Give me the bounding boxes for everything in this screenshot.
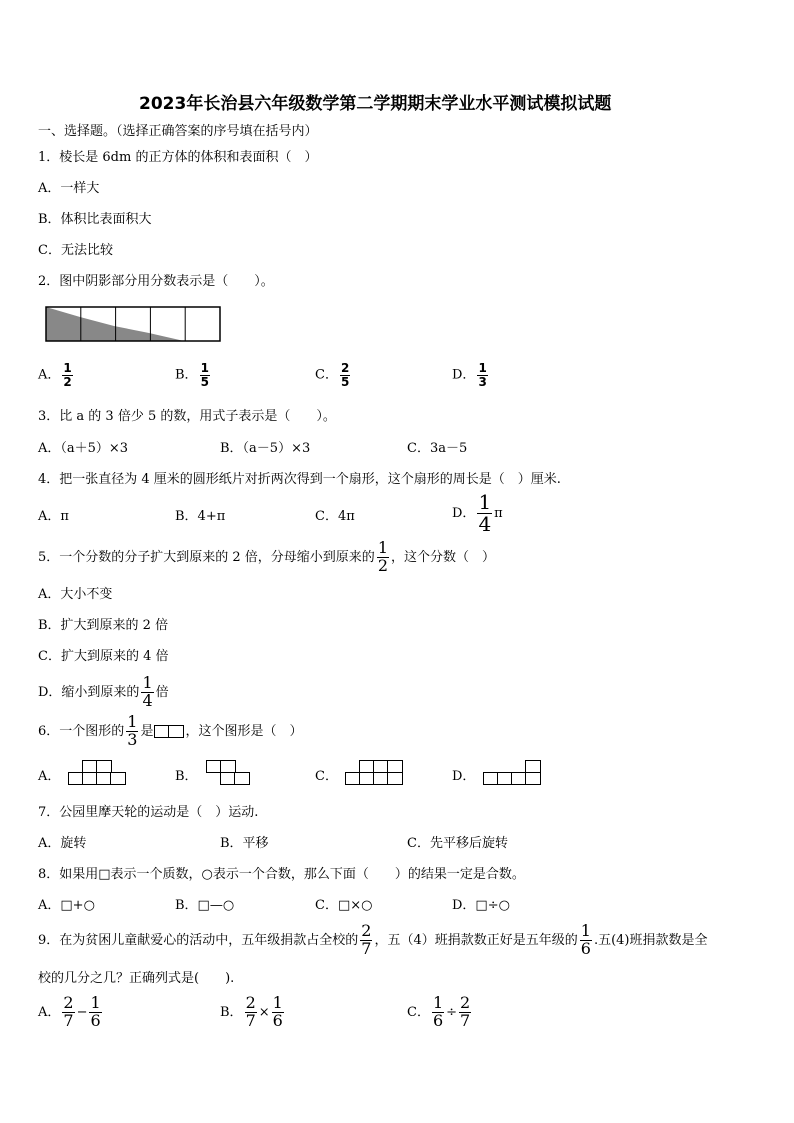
q3-stem: 3．比 a 的 3 倍少 5 的数，用式子表示是（ ）。 (38, 409, 336, 424)
q4-option-a[interactable]: A．π (38, 509, 69, 524)
q8-stem: 8．如果用□表示一个质数，○表示一个合数，那么下面（ ）的结果一定是合数。 (38, 867, 525, 882)
q5-option-c[interactable]: C．扩大到原来的 4 倍 (38, 649, 169, 664)
q4-option-c[interactable]: C．4π (315, 509, 355, 524)
q6-figure-c (345, 760, 405, 788)
q2-option-b[interactable]: B． $\frac{1}{5}$ (175, 361, 209, 389)
q6-option-d[interactable]: D． (452, 769, 476, 784)
q6-figure-a (68, 760, 128, 788)
shaded-bar-figure (44, 305, 222, 343)
q9-option-b[interactable]: B． $\frac{2}{7}$ × $\frac{1}{6}$ (220, 993, 283, 1030)
q5-stem: 5．一个分数的分子扩大到原来的 2 倍，分母缩小到原来的 $\frac{1}{2}$ ，这个分数（ ） (38, 538, 496, 575)
q1-option-c[interactable]: C．无法比较 (38, 243, 113, 258)
q2-option-a[interactable]: A． $\frac{1}{2}$ (38, 361, 72, 389)
q6-option-c[interactable]: C． (315, 769, 338, 784)
q8-option-d[interactable]: D．□÷○ (452, 898, 510, 913)
q9-option-a[interactable]: A． $\frac{2}{7}$ − $\frac{1}{6}$ (38, 993, 101, 1030)
q7-option-c[interactable]: C．先平移后旋转 (407, 836, 508, 851)
q1-option-b[interactable]: B．体积比表面积大 (38, 212, 152, 227)
q1-option-a[interactable]: A．一样大 (38, 181, 100, 196)
q2-option-c[interactable]: C． $\frac{2}{5}$ (315, 361, 350, 389)
q9-stem-line1: 9．在为贫困儿童献爱心的活动中，五年级捐款占全校的 $\frac{2}{7}$ ，五（4）班捐款数正好是五年级的 $\frac{1}{6}$ .五(4)班捐款数是全 (38, 921, 708, 958)
q5-option-b[interactable]: B．扩大到原来的 2 倍 (38, 618, 169, 633)
q6-option-b[interactable]: B． (175, 769, 198, 784)
q1-stem: 1．棱长是 6dm 的正方体的体积和表面积（ ） (38, 150, 318, 165)
q3-option-c[interactable]: C．3a－5 (407, 441, 468, 456)
q4-option-d[interactable]: D． $\frac{1}{4}$ π (452, 490, 503, 536)
q8-option-b[interactable]: B．□—○ (175, 898, 235, 913)
q9-stem-line2: 校的几分之几？正确列式是( ). (38, 971, 235, 986)
q4-option-b[interactable]: B．4+π (175, 509, 226, 524)
q4-stem: 4．把一张直径为 4 厘米的圆形纸片对折两次得到一个扇形，这个扇形的周长是（ ）厘米. (38, 472, 561, 487)
q6-option-a[interactable]: A． (38, 769, 61, 784)
q3-option-b[interactable]: B．（a－5）×3 (220, 441, 311, 456)
q5-option-d[interactable]: D．缩小到原来的 $\frac{1}{4}$ 倍 (38, 673, 169, 710)
q6-figure-b (206, 760, 256, 788)
q2-option-d[interactable]: D． $\frac{1}{3}$ (452, 361, 487, 389)
two-square-figure (154, 725, 184, 738)
q7-option-a[interactable]: A．旋转 (38, 836, 87, 851)
q6-stem: 6．一个图形的 $\frac{1}{3}$ 是 ，这个图形是（ ） (38, 712, 303, 749)
q5-option-a[interactable]: A．大小不变 (38, 587, 113, 602)
q8-option-c[interactable]: C．□×○ (315, 898, 373, 913)
q3-option-a[interactable]: A．（a＋5）×3 (38, 441, 129, 456)
q7-stem: 7．公园里摩天轮的运动是（ ）运动. (38, 805, 259, 820)
q6-figure-d (483, 760, 543, 788)
section-heading: 一、选择题。（选择正确答案的序号填在括号内） (38, 124, 318, 139)
q2-stem: 2．图中阴影部分用分数表示是（ ）。 (38, 274, 274, 289)
q8-option-a[interactable]: A．□+○ (38, 898, 95, 913)
page-title: 2023年长治县六年级数学第二学期期末学业水平测试模拟试题 (139, 94, 612, 114)
q9-option-c[interactable]: C． $\frac{1}{6}$ ÷ $\frac{2}{7}$ (407, 993, 471, 1030)
q7-option-b[interactable]: B．平移 (220, 836, 269, 851)
